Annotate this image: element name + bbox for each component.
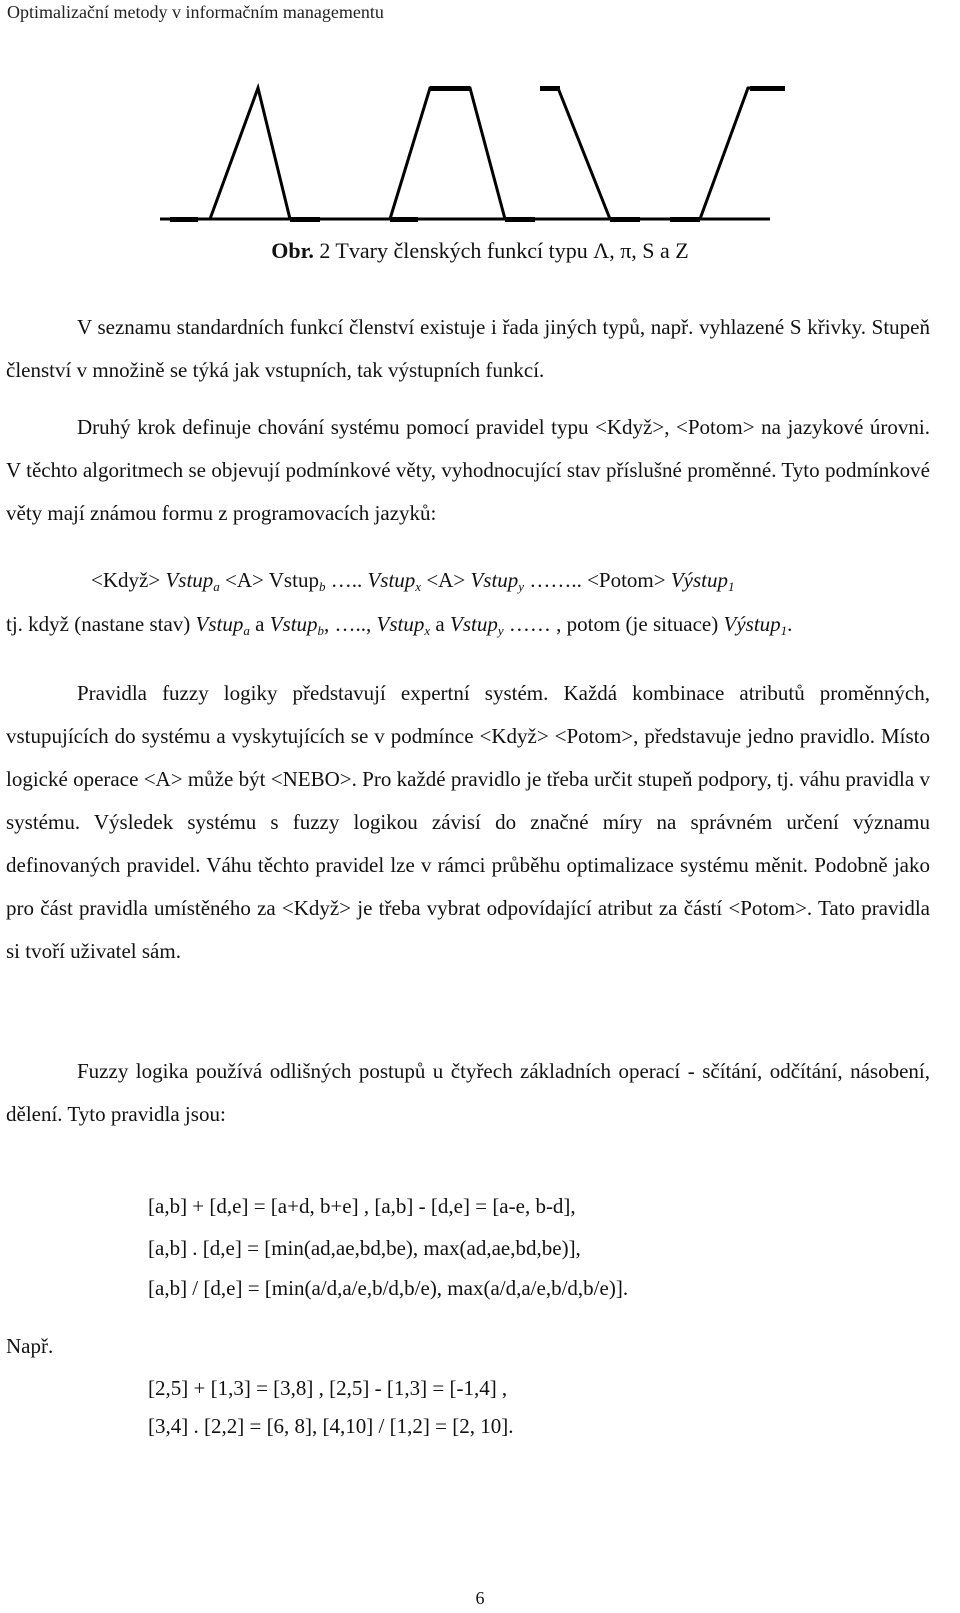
formula-addition: [a,b] + [d,e] = [a+d, b+e] , [a,b] - [d,e] = [a-e, b-d], bbox=[148, 1194, 576, 1218]
pi-shape bbox=[390, 88, 505, 219]
z-shape bbox=[540, 88, 610, 219]
paragraph-3: Pravidla fuzzy logiky představují expertní systém. Každá kombinace atributů proměnných, vstupujících do systému a vyskytujících se v podmínce <Když> <Potom>, představuje jedno pravidlo. Místo logické operace <A> může být <NEBO>. Pro každé pravidlo je třeba určit stupeň podpory, tj. váhu pravidla v systému. Výsledek systému s fuzzy logikou závisí do značné míry na správném určení významu definovaných pravidel. Váhu těchto pravidel lze v rámci průběhu optimalizace systému měnit. Podobně jako pro část pravidla umístěného za <Když> je třeba vybrat odpovídající atribut za částí <Potom>. Tato pravidla si tvoří uživatel sám. bbox=[6, 681, 930, 963]
formula-multiplication: [a,b] . [d,e] = [min(ad,ae,bd,be), max(ad,ae,bd,be)], bbox=[148, 1236, 581, 1260]
example-line-2: [3,4] . [2,2] = [6, 8], [4,10] / [1,2] = [2, 10]. bbox=[148, 1414, 514, 1438]
membership-functions-figure bbox=[0, 0, 960, 235]
page-number: 6 bbox=[475, 1588, 485, 1608]
paragraph-2: Druhý krok definuje chování systému pomocí pravidel typu <Když>, <Potom> na jazykové úrovni. V těchto algoritmech se objevují podmínkové věty, vyhodnocující stav příslušné proměnné. Tyto podmínkové věty mají známou formu z programovacích jazyků: bbox=[6, 415, 930, 525]
paragraph-1: V seznamu standardních funkcí členství existuje i řada jiných typů, např. vyhlazené S křivky. Stupeň členství v množině se týká jak vstupních, tak výstupních funkcí. bbox=[6, 315, 930, 382]
lambda-shape bbox=[210, 88, 290, 219]
paragraph-4: Fuzzy logika používá odlišných postupů u čtyřech základních operací - sčítání, odčítání, násobení, dělení. Tyto pravidla jsou: bbox=[6, 1059, 930, 1126]
rule-explanation: tj. když (nastane stav) Vstup$_a$ a Vstup$_b$, ….., Vstup$_x$ a Vstup$_y$ …… , potom (je situace) Výstup$_1$. bbox=[6, 612, 793, 638]
example-label: Např. bbox=[6, 1334, 54, 1358]
s-shape bbox=[700, 88, 785, 219]
formula-division: [a,b] / [d,e] = [min(a/d,a/e,b/d,b/e), max(a/d,a/e,b/d,b/e)]. bbox=[148, 1276, 629, 1300]
caption-text: 2 Tvary členských funkcí typu Λ, π, S a Z bbox=[313, 238, 689, 263]
caption-label: Obr. bbox=[271, 238, 314, 263]
figure-caption bbox=[0, 238, 960, 264]
page-header: Optimalizační metody v informačním managementu bbox=[7, 2, 384, 22]
rule-syntax: <Když> Vstup$_a$ <A> Vstup$_b$ ….. Vstup$_x$ <A> Vstup$_y$ …….. <Potom> Výstup$_1$ bbox=[91, 568, 735, 594]
example-line-1: [2,5] + [1,3] = [3,8] , [2,5] - [1,3] = [-1,4] , bbox=[148, 1376, 508, 1400]
